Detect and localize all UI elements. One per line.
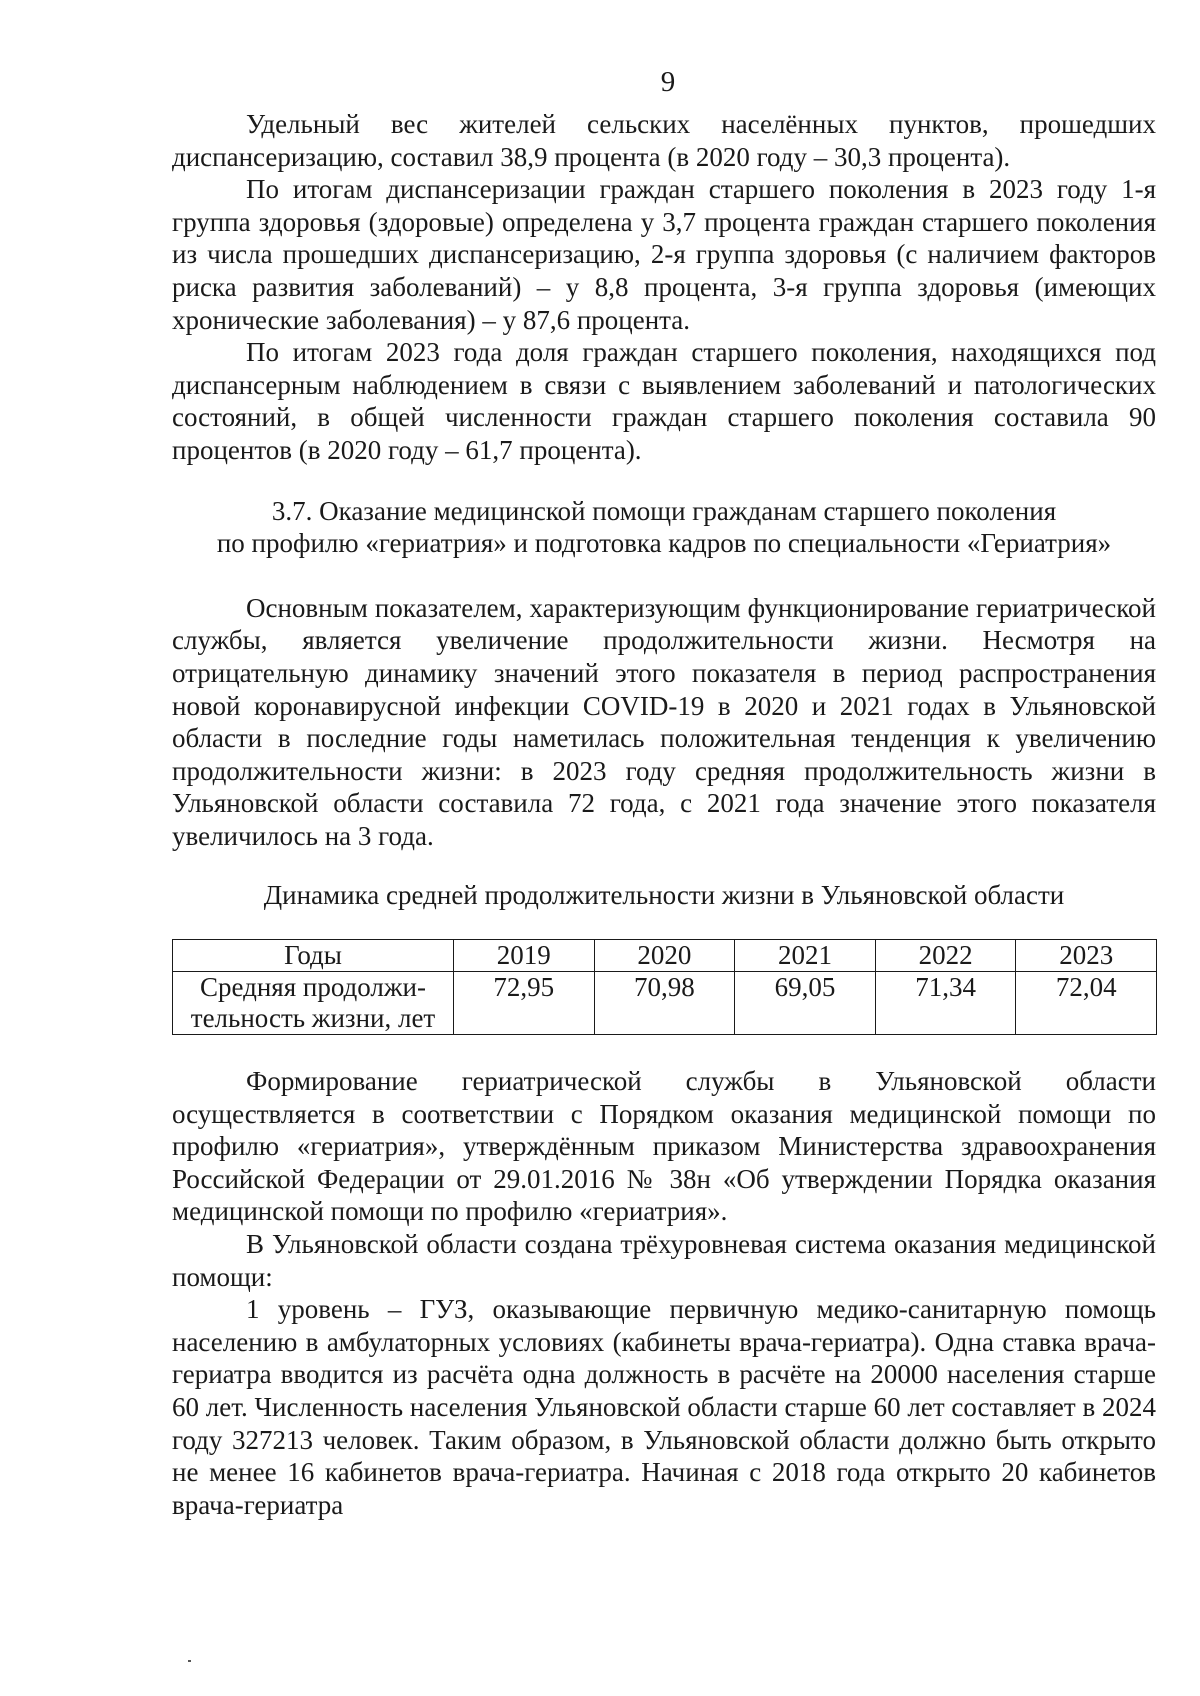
section-heading-line-2: по профилю «гериатрия» и подготовка кадров по специальности «Гериатрия» — [216, 528, 1112, 559]
table-year-cell: 2023 — [1016, 940, 1157, 972]
page-number: 9 — [660, 66, 676, 98]
document-body — [172, 108, 1156, 1521]
table-header-label: Годы — [173, 940, 454, 972]
table-row-label-line-1: Средняя продолжи- — [199, 972, 427, 1003]
paragraph-rural-share: Удельный вес жителей сельских населённых пунктов, прошедших диспансеризацию, составил 38,9 процента (в 2020 году – 30,3 процента). — [172, 109, 1156, 172]
table-value-cell: 69,05 — [735, 972, 876, 1035]
table-header-row — [173, 940, 1157, 972]
table-row-label-line-2: тельность жизни, лет — [190, 1003, 436, 1034]
table-value-cell: 71,34 — [875, 972, 1016, 1035]
table-year-cell: 2020 — [594, 940, 735, 972]
table-value-cell: 70,98 — [594, 972, 735, 1035]
paragraph-life-expectancy: Основным показателем, характеризующим функционирование гериатрической службы, является увеличение продолжительности жизни. Несмотря на отрицательную динамику значений этого показателя в период распространения новой коронавирусной инфекции COVID-19 в 2020 и 2021 годах в Ульяновской области в последние годы наметилась положительная тенденция к увеличению продолжительности жизни: в 2023 году средняя продолжительность жизни в Ульяновской области составила 72 года, с 2021 года значение этого показателя увеличилось на 3 года. — [172, 592, 1156, 851]
paragraph-level-one: 1 уровень – ГУЗ, оказывающие первичную медико-санитарную помощь населению в амбулаторных условиях (кабинеты врача-гериатра). Одна ставка врача-гериатра вводится из расчёта одна должность в расчёте на 20000 населения старше 60 лет. Численность населения Ульяновской области старше 60 лет составляет в 2024 году 327213 человек. Таким образом, в Ульяновской области должно быть открыто не менее 16 кабинетов врача-гериатра. Начиная с 2018 года открыто 20 кабинетов врача-гериатра — [172, 1294, 1156, 1520]
paragraph-geriatric-service-order: Формирование гериатрической службы в Ульяновской области осуществляется в соответствии с Порядком оказания медицинской помощи по профилю «гериатрия», утверждённым приказом Министерства здравоохранения Российской Федерации от 29.01.2016 № 38н «Об утверждении Порядка оказания медицинской помощи по профилю «гериатрия». — [172, 1066, 1156, 1227]
paragraph-dispensary-observation: По итогам 2023 года доля граждан старшего поколения, находящихся под диспансерным наблюдением в связи с выявлением заболеваний и патологических состояний, в общей численности граждан старшего поколения составила 90 процентов (в 2020 году – 61,7 процента). — [172, 337, 1156, 465]
table-row-label — [173, 972, 454, 1035]
table-value-cell: 72,04 — [1016, 972, 1157, 1035]
table-year-cell: 2022 — [875, 940, 1016, 972]
table-year-cell: 2021 — [735, 940, 876, 972]
paragraph-three-level-system: В Ульяновской области создана трёхуровневая система оказания медицинской помощи: — [172, 1229, 1156, 1292]
table-caption: Динамика средней продолжительности жизни в Ульяновской области — [263, 880, 1065, 911]
paragraph-health-groups: По итогам диспансеризации граждан старшего поколения в 2023 году 1-я группа здоровья (здоровые) определена у 3,7 процента граждан старшего поколения из числа прошедших диспансеризацию, 2-я группа здоровья (с наличием факторов риска развития заболеваний) – у 8,8 процента, 3-я группа здоровья (имеющих хронические заболевания) – у 87,6 процента. — [172, 174, 1156, 335]
table-value-cell: 72,95 — [454, 972, 595, 1035]
section-heading-line-1: 3.7. Оказание медицинской помощи гражданам старшего поколения — [271, 495, 1057, 526]
section-heading — [172, 495, 1156, 560]
scan-mark — [188, 1660, 191, 1662]
life-expectancy-table — [172, 939, 1157, 1035]
table-year-cell: 2019 — [454, 940, 595, 972]
table-data-row — [173, 972, 1157, 1035]
